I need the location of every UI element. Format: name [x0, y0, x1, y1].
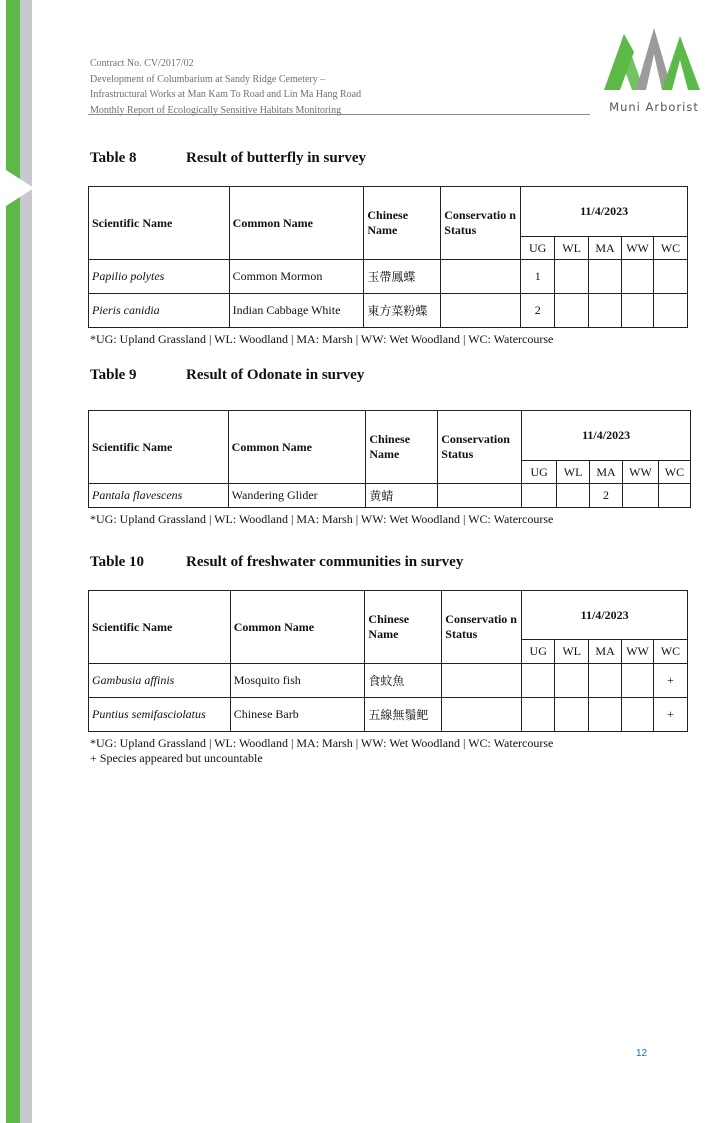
col-site-ma: MA: [590, 461, 623, 484]
col-common-name: Common Name: [228, 411, 366, 484]
count-ug-cell: 1: [521, 260, 555, 294]
count-ww-cell: [623, 484, 659, 508]
table-row: [89, 698, 688, 732]
col-site-ww: WW: [623, 461, 659, 484]
table-9-number: Table 9: [90, 367, 137, 383]
table-9: [88, 410, 691, 508]
table-10-title: Result of freshwater communities in survey: [186, 554, 464, 570]
common-name-cell: Wandering Glider: [228, 484, 366, 508]
col-site-wl: WL: [555, 237, 589, 260]
col-site-wc: WC: [658, 461, 690, 484]
count-ww-cell: [622, 698, 654, 732]
scientific-name-cell: Puntius semifasciolatus: [89, 698, 231, 732]
table-9-caption: [90, 367, 364, 384]
count-wl-cell: [555, 260, 589, 294]
count-wc-cell: [658, 484, 690, 508]
count-wl-cell: [555, 664, 589, 698]
conservation-status-cell: [442, 698, 522, 732]
col-conservation-status: Conservation Status: [438, 411, 522, 484]
table-10-number: Table 10: [90, 554, 145, 570]
common-name-cell: Mosquito fish: [230, 664, 365, 698]
logo-mountains-icon: [600, 24, 708, 100]
count-wc-cell: +: [654, 698, 688, 732]
count-wl-cell: [557, 484, 590, 508]
col-site-ww: WW: [622, 237, 654, 260]
count-ma-cell: [589, 698, 622, 732]
side-bar-notch: [6, 170, 34, 206]
chinese-name-cell: 東方菜粉蝶: [364, 294, 441, 328]
report-title: Monthly Report of Ecologically Sensitive Habitats Monitoring: [90, 104, 342, 116]
count-ww-cell: [622, 664, 654, 698]
col-site-wc: WC: [654, 237, 688, 260]
count-ug-cell: [522, 698, 555, 732]
col-site-ug: UG: [522, 640, 555, 664]
col-survey-date: 11/4/2023: [521, 187, 688, 237]
chinese-name-cell: 食蚊魚: [365, 664, 442, 698]
table-row: [89, 260, 688, 294]
col-site-wl: WL: [557, 461, 590, 484]
project-subtitle: Infrastructural Works at Man Kam To Road and Lin Ma Hang Road: [90, 89, 362, 101]
scientific-name-cell: Gambusia affinis: [89, 664, 231, 698]
col-survey-date: 11/4/2023: [522, 591, 688, 640]
table-header-row: [89, 591, 688, 640]
contract-number: Contract No. CV/2017/02: [90, 58, 194, 69]
table-8-caption: [90, 150, 366, 167]
table-9-habitat-legend: *UG: Upland Grassland | WL: Woodland | MA: Marsh | WW: Wet Woodland | WC: Watercourse: [90, 512, 554, 526]
count-wl-cell: [555, 294, 589, 328]
count-ma-cell: [589, 260, 622, 294]
col-conservation-status: Conservatio n Status: [442, 591, 522, 664]
conservation-status-cell: [442, 664, 522, 698]
table-8-number: Table 8: [90, 150, 137, 166]
table-10-habitat-legend: *UG: Upland Grassland | WL: Woodland | MA: Marsh | WW: Wet Woodland | WC: Watercourse: [90, 736, 554, 750]
chinese-name-cell: 黄蜻: [366, 484, 438, 508]
count-ma-cell: [589, 294, 622, 328]
count-ww-cell: [622, 260, 654, 294]
col-site-ww: WW: [622, 640, 654, 664]
scientific-name-cell: Pantala flavescens: [89, 484, 229, 508]
table-row: [89, 294, 688, 328]
chinese-name-cell: 五線無鬚鲃: [365, 698, 442, 732]
col-site-wl: WL: [555, 640, 589, 664]
muni-arborist-logo: [600, 24, 708, 120]
table-8-title: Result of butterfly in survey: [186, 150, 366, 166]
scientific-name-cell: Papilio polytes: [89, 260, 230, 294]
count-wc-cell: +: [654, 664, 688, 698]
count-ma-cell: [589, 664, 622, 698]
report-header: [90, 56, 590, 118]
table-header-row: [89, 411, 691, 461]
common-name-cell: Indian Cabbage White: [229, 294, 364, 328]
conservation-status-cell: [438, 484, 522, 508]
col-common-name: Common Name: [230, 591, 365, 664]
count-wl-cell: [555, 698, 589, 732]
col-chinese-name: Chinese Name: [365, 591, 442, 664]
page-number: 12: [636, 1048, 648, 1059]
col-site-ma: MA: [589, 237, 622, 260]
table-10-uncountable-note: + Species appeared but uncountable: [90, 751, 263, 765]
table-8-habitat-legend: *UG: Upland Grassland | WL: Woodland | MA: Marsh | WW: Wet Woodland | WC: Watercourse: [90, 332, 554, 346]
count-wc-cell: [654, 294, 688, 328]
count-wc-cell: [654, 260, 688, 294]
project-title: Development of Columbarium at Sandy Ridge Cemetery –: [90, 73, 326, 85]
common-name-cell: Chinese Barb: [230, 698, 365, 732]
count-ug-cell: [522, 484, 557, 508]
table-10: [88, 590, 688, 732]
col-chinese-name: Chinese Name: [366, 411, 438, 484]
table-8: [88, 186, 688, 328]
table-header-row: [89, 187, 688, 237]
header-divider: [88, 114, 590, 115]
col-conservation-status: Conservatio n Status: [441, 187, 521, 260]
col-site-ug: UG: [522, 461, 557, 484]
count-ma-cell: 2: [590, 484, 623, 508]
chinese-name-cell: 玉帶鳳蝶: [364, 260, 441, 294]
table-row: [89, 664, 688, 698]
col-site-ma: MA: [589, 640, 622, 664]
count-ug-cell: 2: [521, 294, 555, 328]
col-chinese-name: Chinese Name: [364, 187, 441, 260]
col-site-ug: UG: [521, 237, 555, 260]
col-common-name: Common Name: [229, 187, 364, 260]
count-ww-cell: [622, 294, 654, 328]
count-ug-cell: [522, 664, 555, 698]
table-10-caption: [90, 554, 463, 571]
table-row: [89, 484, 691, 508]
table-9-title: Result of Odonate in survey: [186, 367, 365, 383]
common-name-cell: Common Mormon: [229, 260, 364, 294]
col-site-wc: WC: [654, 640, 688, 664]
conservation-status-cell: [441, 294, 521, 328]
side-bar-green: [6, 0, 20, 1123]
scientific-name-cell: Pieris canidia: [89, 294, 230, 328]
col-survey-date: 11/4/2023: [522, 411, 691, 461]
side-bar-grey: [20, 0, 32, 1123]
logo-text: Muni Arborist: [609, 100, 699, 114]
col-scientific-name: Scientific Name: [89, 411, 229, 484]
col-scientific-name: Scientific Name: [89, 591, 231, 664]
conservation-status-cell: [441, 260, 521, 294]
col-scientific-name: Scientific Name: [89, 187, 230, 260]
